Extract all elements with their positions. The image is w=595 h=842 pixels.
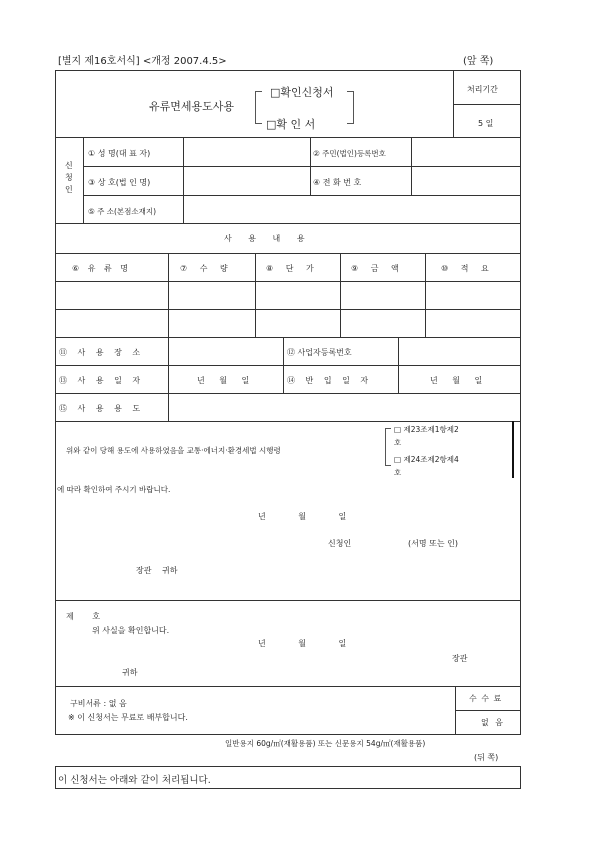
applicant-sign-label: 신청인 [328, 539, 352, 548]
fee-label: 수 수 료 [469, 694, 502, 703]
trade-name-field[interactable] [185, 168, 309, 194]
address-field[interactable] [185, 197, 519, 222]
statement-bracket [385, 428, 391, 466]
registration-number-field[interactable] [413, 139, 519, 165]
column-oil-name: ⑥ 유 류 명 [72, 264, 128, 273]
processing-period-value: 5 일 [478, 119, 494, 128]
form-number: [별지 제16호서식] <개정 2007.4.5> [58, 56, 227, 67]
title-bracket-right [347, 91, 354, 124]
address-label: ⑤ 주 소(본점소재지) [88, 207, 157, 216]
place-of-use-field[interactable] [170, 339, 282, 364]
processing-period-label: 처리기간 [467, 85, 498, 94]
title-option-certificate[interactable]: □확 인 서 [266, 118, 316, 131]
usage-row-1[interactable] [56, 282, 520, 308]
back-side-title: 이 신청서는 아래와 같이 처리됩니다. [58, 775, 211, 786]
title-prefix: 유류면세용도사용 [149, 100, 235, 113]
required-documents: 구비서류 : 없 음 [70, 699, 127, 708]
option-article-23-cont: 호 [394, 438, 402, 447]
free-distribution-note: ※ 이 신청서는 무료로 배부합니다. [68, 713, 188, 722]
confirmation-number: 제 호 [66, 612, 100, 621]
column-unit-price: ⑧ 단 가 [266, 264, 314, 273]
title-bracket-left [255, 91, 262, 124]
back-side-label: (뒤 쪽) [474, 753, 499, 762]
addressee-minister: 장관 귀하 [136, 566, 178, 575]
return-date-field[interactable]: 년 월 일 [430, 376, 483, 385]
name-field[interactable] [185, 139, 309, 165]
application-date[interactable]: 년 월 일 [258, 512, 347, 521]
column-quantity: ⑦ 수 량 [180, 264, 228, 273]
option-article-24-cont: 호 [394, 468, 402, 477]
phone-field[interactable] [413, 168, 519, 194]
usage-section-title: 사 용 내 용 [224, 234, 305, 243]
statement-line-2: 에 따라 확인하여 주시기 바랍니다. [57, 485, 171, 494]
option-article-24[interactable]: □ 제24조제2항제4 [394, 455, 459, 464]
business-number-field[interactable] [400, 339, 518, 364]
confirmation-date: 년 월 일 [258, 639, 347, 648]
signature-field[interactable]: (서명 또는 인) [408, 539, 458, 548]
confirmation-text: 위 사실을 확인합니다. [92, 626, 170, 635]
name-label: ① 성 명(대 표 자) [88, 149, 151, 158]
usage-row-2[interactable] [56, 310, 520, 336]
place-of-use-label: ⑪ 사 용 장 소 [59, 348, 141, 357]
use-date-label: ⑬ 사 용 일 자 [59, 376, 141, 385]
purpose-label: ⑮ 사 용 용 도 [59, 404, 141, 413]
registration-number-label: ② 주민(법인)등록번호 [313, 149, 386, 158]
paper-specification: 일반용지 60g/㎡(재활용품) 또는 신문용지 54g/㎡(재활용품) [225, 739, 426, 748]
confirmation-minister: 장관 [452, 654, 468, 663]
confirmation-addressee: 귀하 [122, 668, 138, 677]
fee-value: 없 음 [481, 718, 503, 727]
column-remarks: ⑩ 적 요 [441, 264, 489, 273]
applicant-label: 신 청 인 [65, 161, 73, 194]
column-amount: ⑨ 금 액 [351, 264, 399, 273]
statement-line-1: 위와 같이 당해 용도에 사용하였음을 교통·에너지·환경세법 시행령 [66, 446, 281, 455]
business-number-label: ⑫ 사업자등록번호 [287, 348, 352, 357]
option-article-23[interactable]: □ 제23조제1항제2 [394, 425, 459, 434]
title-option-application[interactable]: □확인신청서 [270, 86, 334, 99]
trade-name-label: ③ 상 호(법 인 명) [88, 178, 151, 187]
page-side-label: (앞 쪽) [463, 56, 494, 67]
return-date-label: ⑭ 반 입 일 자 [287, 376, 369, 385]
purpose-field[interactable] [170, 395, 518, 420]
use-date-field[interactable]: 년 월 일 [197, 376, 250, 385]
phone-label: ④ 전 화 번 호 [313, 178, 362, 187]
